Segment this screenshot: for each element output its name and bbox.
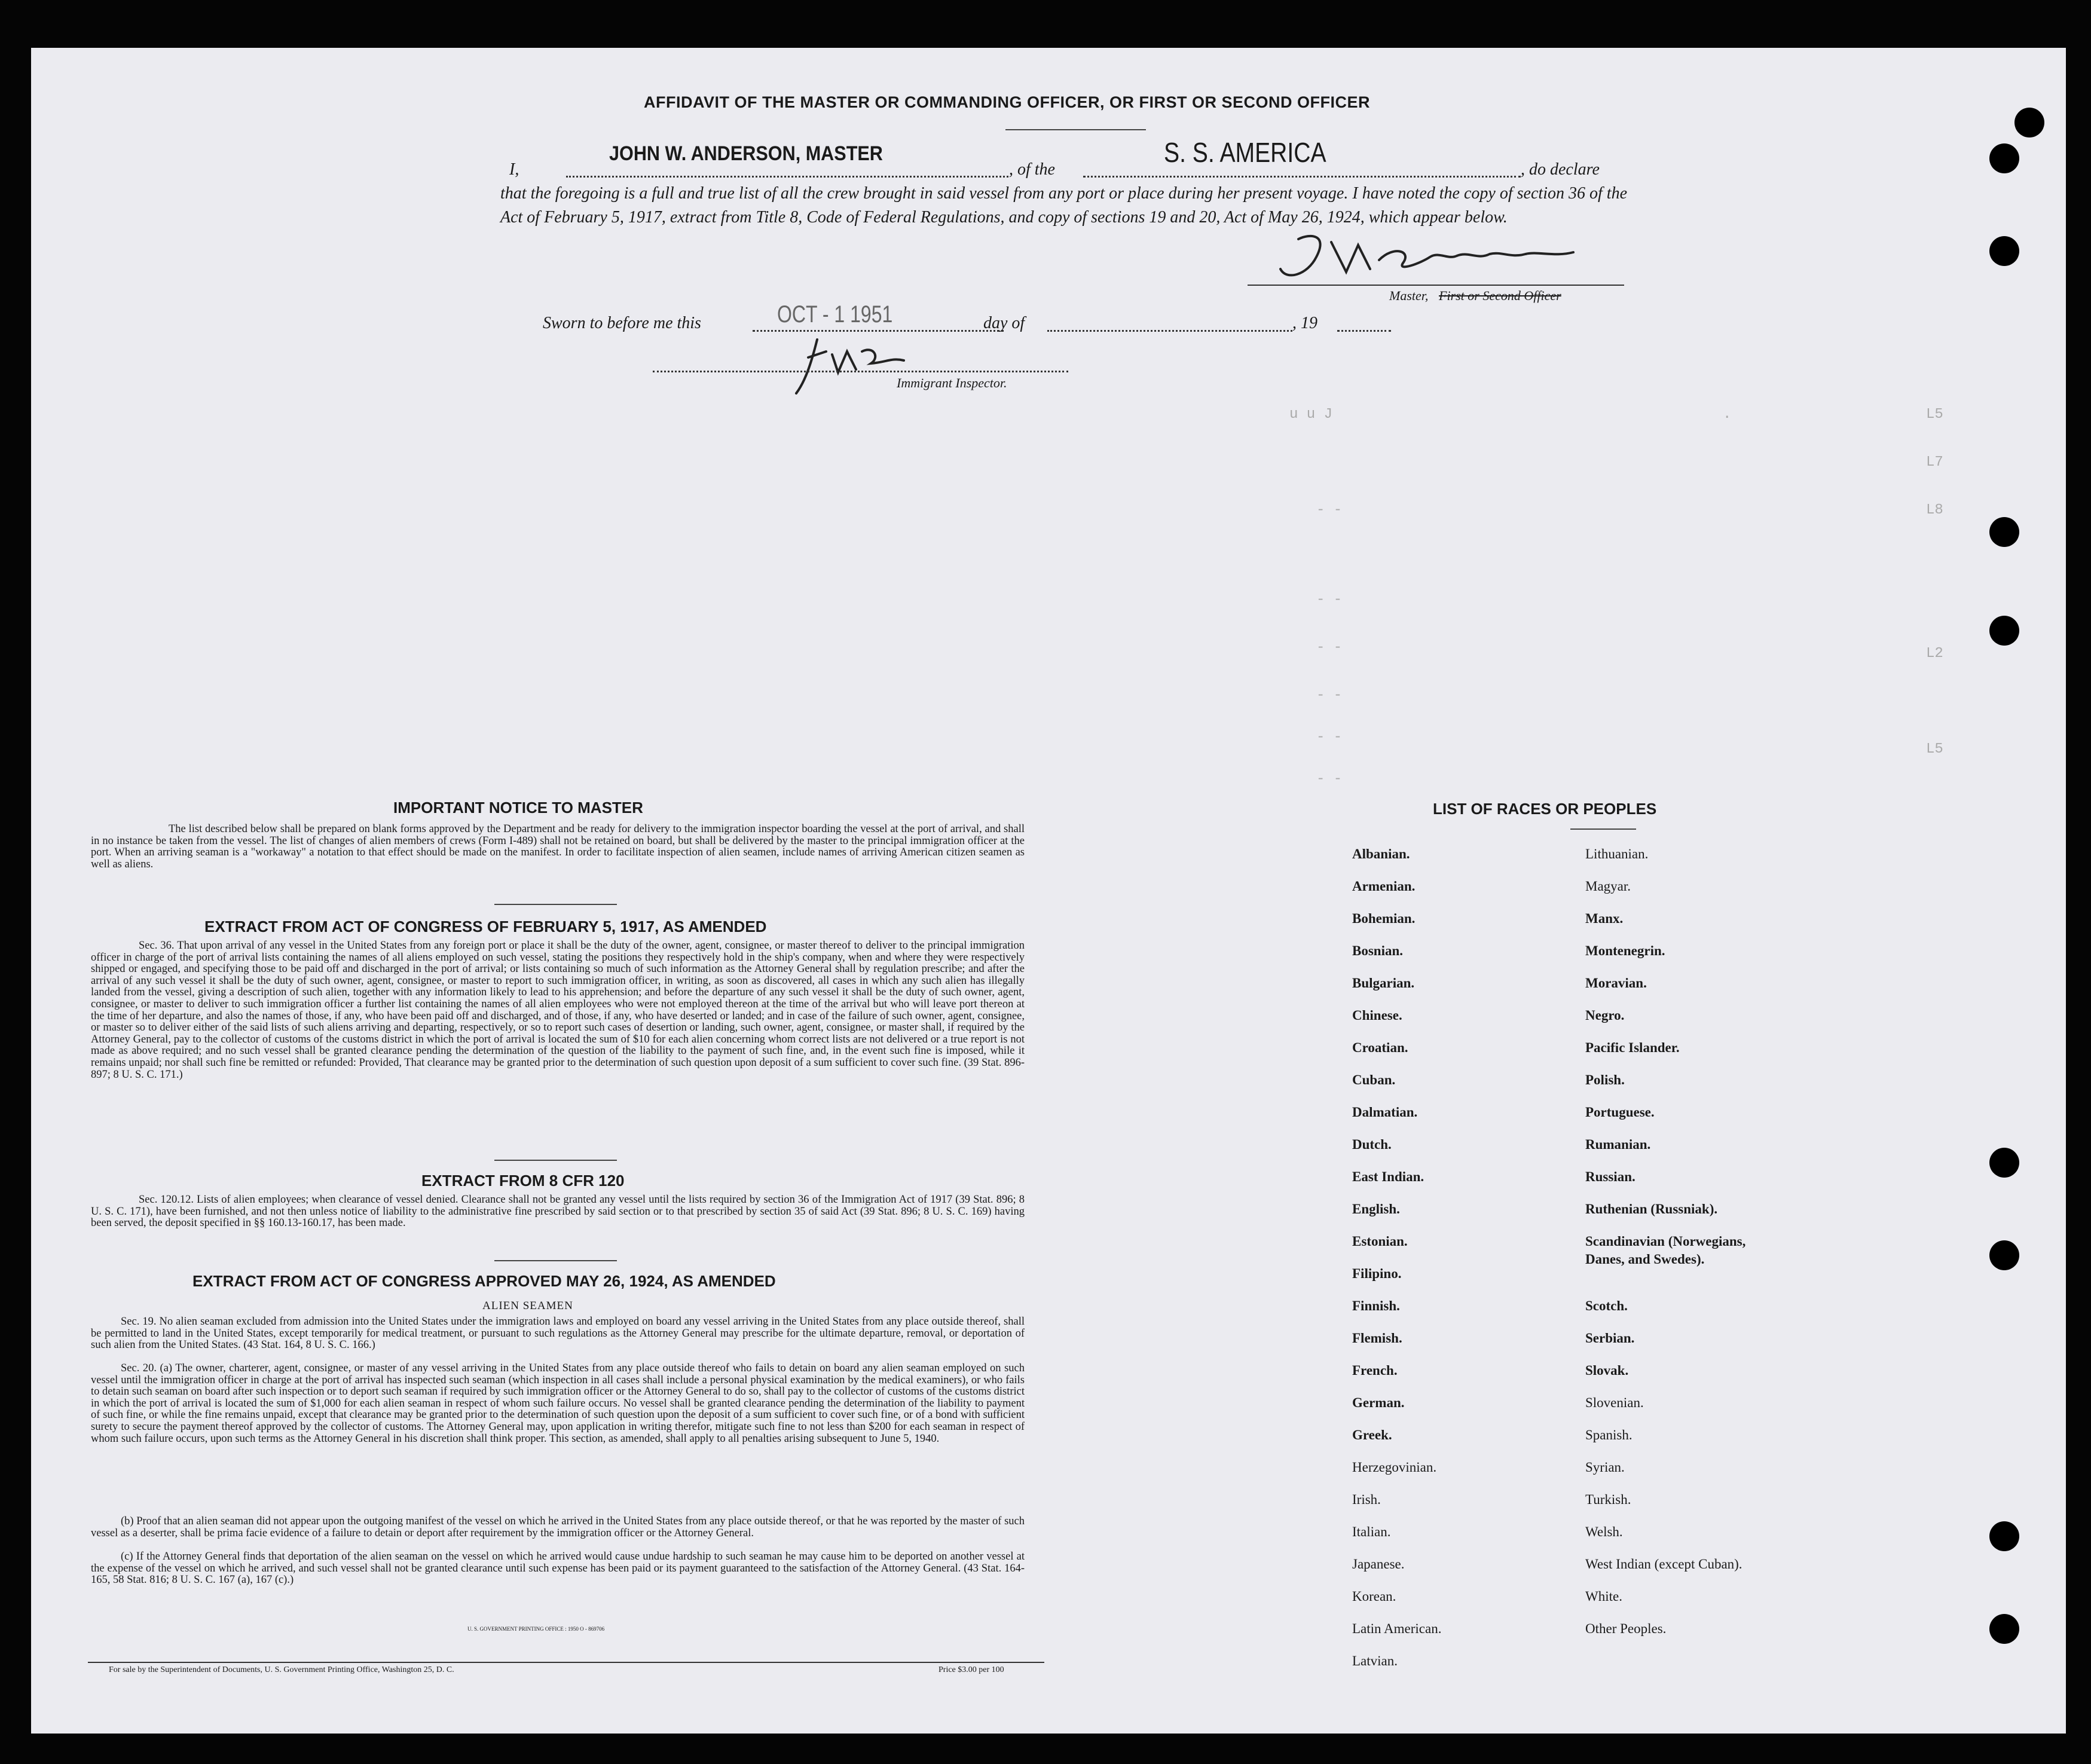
extract-1924-title: EXTRACT FROM ACT OF CONGRESS APPROVED MAY 26, 1924, AS AMENDED	[192, 1272, 776, 1290]
race-item: Chinese.	[1352, 1008, 1402, 1023]
extract-cfr-title: EXTRACT FROM 8 CFR 120	[421, 1172, 625, 1190]
binder-hole	[1989, 1521, 2019, 1551]
race-item: French.	[1352, 1363, 1398, 1378]
race-item: Armenian.	[1352, 879, 1416, 894]
extract-1924-sec19: Sec. 19. No alien seaman excluded from admission into the United States under the immigration laws and employed on board any vessel arriving in the United States from any place outside thereof, shall be permitted to land in the United States, except temporarily for medical treatment, or pursuant to such regulations as the Attorney General may prescribe for the ultimate departure, removal, or deportation of such alien from the United States. (43 Stat. 164, 8 U. S. C. 166.)	[91, 1316, 1025, 1352]
manifest-page	[31, 48, 2066, 1734]
race-item: East Indian.	[1352, 1169, 1424, 1184]
race-item: Albanian.	[1352, 846, 1410, 861]
extract-1917-text: Sec. 36. That upon arrival of any vessel in the United States from any foreign port or place it shall be the duty of the owner, agent, consignee, or master thereof to deliver to the principal immigration officer in charge of the port of arrival lists containing the names of all aliens employed on such vessel, stating the positions they respectively hold in the ship's company, when and where they were respectively shipped or engaged, and specifying those to be paid off and discharged in the port of arrival; or lists containing so much of such information as the Attorney General shall by regulation prescribe; and after the arrival of any such vessel it shall be the duty of such owner, agent, consignee, or master to report to such immigration officer, in writing, as soon as discovered, all cases in which any such alien has illegally landed from the vessel, giving a description of such alien, together with any information likely to lead to his apprehension; and before the departure of any such vessel it shall be the duty of such owner, agent, consignee, or master to deliver to such immigration officer a further list containing the names of all alien employees who were not employed thereon at the time of the arrival but who will leave port thereon at the time of her departure, and also the names of those, if any, who have been paid off and discharged, and of those, if any, who have deserted or landed; and in case of the failure of such owner, agent, consignee, or master so to deliver either of the said lists of such aliens arriving and departing, respectively, or so to report such cases of desertion or landing, such owner, agent, consignee, or master shall, if required by the Attorney General, pay to the collector of customs of the customs district in which the port of arrival is located the sum of $10 for each alien concerning whom correct lists are not delivered or a true report is not made as above required; and no such vessel shall be granted clearance pending the determination of the question of the liability to the payment of such fine, and, in the event such fine is imposed, while it remains unpaid; nor shall such fine be remitted or refunded: Provided, That clearance may be granted prior to the determination of such question upon deposit of a sum sufficient to cover such fine. (39 Stat. 896-897; 8 U. S. C. 171.)	[91, 940, 1025, 1081]
binder-hole	[1989, 616, 2019, 646]
extract-cfr-divider	[494, 1260, 617, 1261]
race-item: Bosnian.	[1352, 943, 1404, 958]
race-item: Danes, and Swedes).	[1585, 1252, 1705, 1267]
race-item: Pacific Islander.	[1585, 1040, 1680, 1055]
inspector-line	[653, 371, 1068, 372]
race-item: German.	[1352, 1395, 1405, 1410]
binder-hole	[1989, 143, 2019, 173]
sworn-label: Sworn to before me this	[543, 314, 701, 332]
race-item: Irish.	[1352, 1492, 1381, 1507]
master-name-line	[566, 176, 1008, 178]
extract-1924-sec20c: (c) If the Attorney General finds that deportation of the alien seaman on the vessel on which he arrived would cause undue hardship to such seaman he may cause him to be deported on another vessel at the expense of the vessel on which he arrived, and such vessel shall not be granted clearance until such expense has been paid or its payment guaranteed to the satisfaction of the Attorney General. (43 Stat. 164-165, 58 Stat. 816; 8 U. S. C. 167 (a), 167 (c).)	[91, 1551, 1025, 1586]
master-name-field: JOHN W. ANDERSON, MASTER	[609, 142, 883, 165]
gpo-imprint: U. S. GOVERNMENT PRINTING OFFICE : 1950 O - 869706	[467, 1626, 605, 1632]
bleed-through-mark: - -	[1316, 640, 1343, 656]
sworn-date-line	[753, 330, 1004, 332]
race-item: Scandinavian (Norwegians,	[1585, 1234, 1746, 1249]
race-item: Herzegovinian.	[1352, 1460, 1437, 1475]
year-label: , 19	[1292, 314, 1317, 332]
master-signature	[1274, 227, 1585, 293]
extract-1917-divider	[494, 1160, 617, 1161]
affidavit-title: AFFIDAVIT OF THE MASTER OR COMMANDING OFFICER, OR FIRST OR SECOND OFFICER	[644, 93, 1370, 111]
race-item: Portuguese.	[1585, 1105, 1655, 1120]
race-item: Ruthenian (Russniak).	[1585, 1202, 1718, 1216]
race-item: Manx.	[1585, 911, 1624, 926]
footer-sale-note: For sale by the Superintendent of Documents, U. S. Government Printing Office, Washington 25, D. C.	[109, 1665, 454, 1674]
race-item: Filipino.	[1352, 1266, 1402, 1281]
bleed-through-mark: u u J	[1289, 406, 1333, 423]
extract-1924-subtitle: ALIEN SEAMEN	[482, 1300, 573, 1312]
declaration-text: that the foregoing is a full and true list of all the crew brought in said vessel from any port or place during her present voyage. I have noted the copy of section 36 of the Act of February 5, 1917, extract from Title 8, Code of Federal Regulations, and copy of sections 19 and 20, Act of May 26, 1924, which appear below.	[500, 184, 1627, 227]
race-item: Italian.	[1352, 1524, 1391, 1539]
race-item: Spanish.	[1585, 1427, 1633, 1442]
race-item: Slovak.	[1585, 1363, 1629, 1378]
signature-underline	[1248, 285, 1624, 286]
race-item: English.	[1352, 1202, 1400, 1216]
binder-hole	[1989, 236, 2019, 266]
bleed-through-mark: - -	[1316, 771, 1343, 787]
notice-divider	[494, 904, 617, 905]
race-item: Finnish.	[1352, 1298, 1400, 1313]
bleed-through-mark: L5	[1926, 741, 1943, 757]
race-item: Other Peoples.	[1585, 1621, 1667, 1636]
title-divider	[1005, 129, 1146, 130]
vessel-name-field: S. S. AMERICA	[1164, 137, 1326, 168]
year-line	[1337, 330, 1391, 332]
race-item: Greek.	[1352, 1427, 1392, 1442]
footer-rule	[88, 1662, 1044, 1663]
master-label: Master,	[1389, 288, 1429, 303]
bleed-through-mark: - -	[1316, 592, 1343, 608]
race-item: Negro.	[1585, 1008, 1625, 1023]
race-item: Estonian.	[1352, 1234, 1408, 1249]
race-item: Bulgarian.	[1352, 976, 1415, 990]
race-item: Bohemian.	[1352, 911, 1416, 926]
extract-1924-sec20b: (b) Proof that an alien seaman did not appear upon the outgoing manifest of the vessel on which he arrived in the United States from any place outside thereof, or that he was reported by the master of such vessel as a deserter, shall be prima facie evidence of a failure to detain or deport after requirement by the immigration officer or the Attorney General.	[91, 1515, 1025, 1539]
race-item: Korean.	[1352, 1589, 1396, 1604]
race-item: Flemish.	[1352, 1331, 1402, 1346]
race-item: Latvian.	[1352, 1653, 1398, 1668]
race-item: Croatian.	[1352, 1040, 1408, 1055]
extract-1924-sec20a: Sec. 20. (a) The owner, charterer, agent, consignee, or master of any vessel arriving in the United States from any place outside thereof who fails to detain on board any alien seaman employed on such vessel until the immigration officer in charge at the port of arrival has inspected such seaman (which inspection in all cases shall include a personal physical examination by the medical examiners), or who fails to detain such seaman on board after such inspection or to deport such seaman if required by such immigration officer or the Attorney General to do so, shall pay to the collector of customs of the customs district in which the port of arrival is located the sum of $1,000 for each alien seaman in respect of whom such failure occurs. No vessel shall be granted clearance pending the determination of the liability to payment of such fine, or while the fine remains unpaid, except that clearance may be granted prior to the determination of such question upon the deposit of a sum sufficient to cover such fine, or of a bond with sufficient surety to secure the payment thereof approved by the collector of customs. The Attorney General may, upon application in writing therefor, mitigate such fine to not less than $200 for each seaman in respect of whom such failure occurs, upon such terms as the Attorney General in his discretion shall think proper. This section, as amended, shall apply to all penalties arising subsequent to June 5, 1940.	[91, 1362, 1025, 1445]
race-item: Magyar.	[1585, 879, 1631, 894]
race-item: Polish.	[1585, 1072, 1625, 1087]
notice-title: IMPORTANT NOTICE TO MASTER	[393, 799, 643, 817]
race-item: Turkish.	[1585, 1492, 1631, 1507]
race-item: Montenegrin.	[1585, 943, 1665, 958]
race-item: Dutch.	[1352, 1137, 1392, 1152]
binder-hole	[1989, 1240, 2019, 1270]
bleed-through-mark: L5	[1926, 406, 1943, 423]
binder-hole	[1989, 517, 2019, 547]
races-divider	[1570, 829, 1636, 830]
race-item: Japanese.	[1352, 1557, 1405, 1572]
race-item: Scotch.	[1585, 1298, 1628, 1313]
race-item: Russian.	[1585, 1169, 1635, 1184]
race-item: Lithuanian.	[1585, 846, 1649, 861]
extract-cfr-text: Sec. 120.12. Lists of alien employees; when clearance of vessel denied. Clearance shall not be granted any vessel until the lists required by section 36 of the Immigration Act of 1917 (39 Stat. 896; 8 U. S. C. 171), have been furnished, and not then unless notice of liability to the administrative fine prescribed by said section or to that prescribed by section 35 of said Act (39 Stat. 896; 8 U. S. C. 169) having been served, the deposit specified in §§ 160.13-160.17, has been made.	[91, 1194, 1025, 1230]
bleed-through-mark: .	[1723, 406, 1732, 423]
binder-hole	[2014, 108, 2044, 137]
of-the-label: , of the	[1009, 160, 1055, 179]
race-item: Slovenian.	[1585, 1395, 1644, 1410]
vessel-name-line	[1083, 176, 1521, 178]
race-item: Serbian.	[1585, 1331, 1635, 1346]
inspector-label: Immigrant Inspector.	[897, 375, 1007, 390]
month-line	[1047, 330, 1292, 332]
bleed-through-mark: - -	[1316, 729, 1343, 745]
binder-hole	[1989, 1614, 2019, 1644]
race-item: Rumanian.	[1585, 1137, 1651, 1152]
race-item: White.	[1585, 1589, 1622, 1604]
race-item: Latin American.	[1352, 1621, 1442, 1636]
bleed-through-mark: - -	[1316, 687, 1343, 704]
do-declare-label: , do declare	[1521, 160, 1600, 179]
bleed-through-mark: L2	[1926, 646, 1943, 662]
extract-1917-title: EXTRACT FROM ACT OF CONGRESS OF FEBRUARY 5, 1917, AS AMENDED	[204, 918, 767, 935]
race-item: Dalmatian.	[1352, 1105, 1418, 1120]
struck-officer-label: First or Second Officer	[1439, 288, 1561, 303]
day-of-label: day of	[983, 314, 1025, 332]
footer-price: Price $3.00 per 100	[938, 1665, 1004, 1674]
i-label: I,	[509, 160, 519, 179]
race-item: Cuban.	[1352, 1072, 1396, 1087]
bleed-through-mark: - -	[1316, 502, 1343, 518]
bleed-through-mark: L7	[1926, 454, 1943, 470]
bleed-through-mark: L8	[1926, 502, 1943, 518]
race-item: Syrian.	[1585, 1460, 1625, 1475]
race-item: West Indian (except Cuban).	[1585, 1557, 1742, 1572]
race-item: Welsh.	[1585, 1524, 1623, 1539]
binder-hole	[1989, 1148, 2019, 1178]
notice-text: The list described below shall be prepared on blank forms approved by the Department and be ready for delivery to the immigration inspector boarding the vessel at the port of arrival, and shall in no instance be taken from the vessel. The list of changes of alien members of crews (Form I-489) shall not be retained on board, but shall be delivered by the master to the principal immigration officer at the port. When an arriving seaman is a "workaway" a notation to that effect should be made on the manifest. In order to facilitate inspection of alien seamen, include names of arriving American citizen seamen as well as aliens.	[91, 823, 1025, 870]
races-title: LIST OF RACES OR PEOPLES	[1433, 800, 1657, 818]
race-item: Moravian.	[1585, 976, 1647, 990]
sworn-date-stamp: OCT - 1 1951	[777, 301, 893, 328]
